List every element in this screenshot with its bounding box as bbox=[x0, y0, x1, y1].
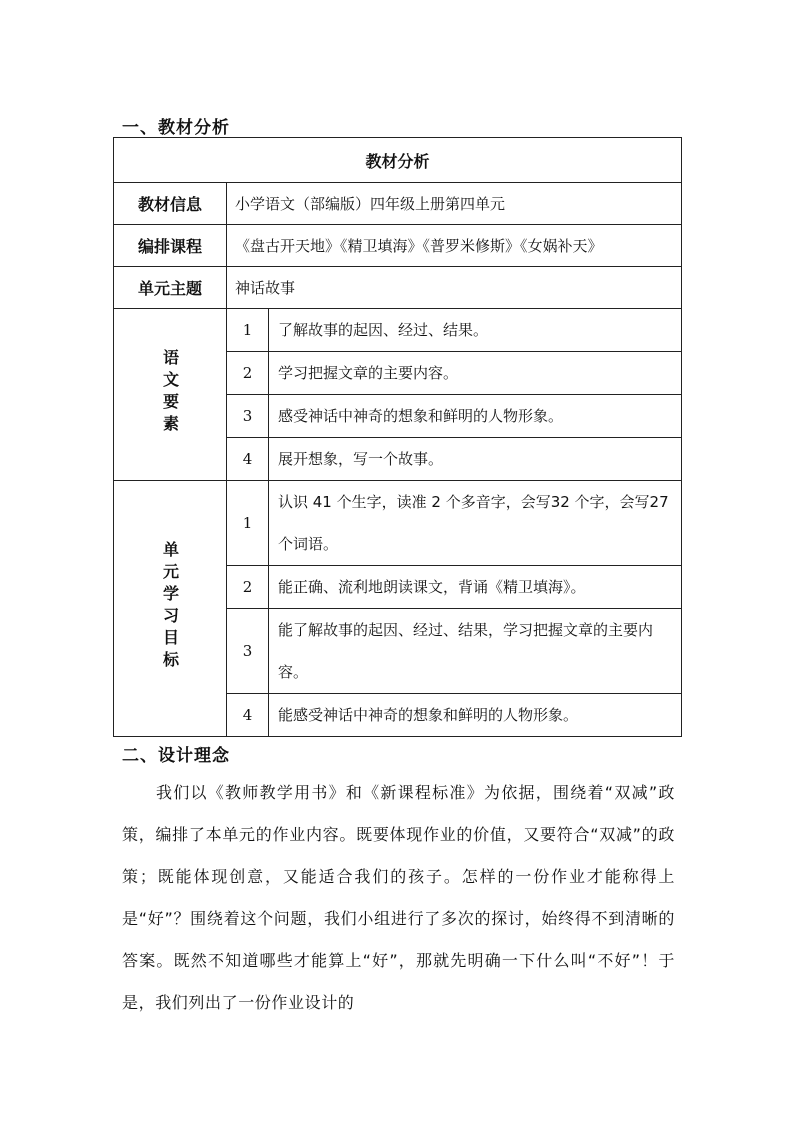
element-text: 展开想象，写一个故事。 bbox=[269, 438, 682, 481]
info-label: 教材信息 bbox=[114, 183, 227, 225]
goal-number: 3 bbox=[227, 609, 269, 694]
element-number: 2 bbox=[227, 352, 269, 395]
table-row bbox=[114, 225, 682, 267]
theme-value: 神话故事 bbox=[227, 267, 682, 309]
table-row bbox=[114, 481, 682, 566]
goals-label: 单元学习目标 bbox=[160, 540, 180, 673]
goal-text: 能了解故事的起因、经过、结果，学习把握文章的主要内容。 bbox=[269, 609, 682, 694]
element-text: 学习把握文章的主要内容。 bbox=[269, 352, 682, 395]
element-text: 感受神话中神奇的想象和鲜明的人物形象。 bbox=[269, 395, 682, 438]
table-row bbox=[114, 267, 682, 309]
theme-label: 单元主题 bbox=[114, 267, 227, 309]
info-value: 小学语文（部编版）四年级上册第四单元 bbox=[227, 183, 682, 225]
section-heading-textbook-analysis: 一、教材分析 bbox=[122, 118, 230, 138]
goal-text: 能正确、流利地朗读课文，背诵《精卫填海》。 bbox=[269, 566, 682, 609]
elements-label: 语文要素 bbox=[160, 348, 180, 437]
courses-value: 《盘古开天地》《精卫填海》《普罗米修斯》《女娲补天》 bbox=[227, 225, 682, 267]
table-row bbox=[114, 309, 682, 352]
element-number: 4 bbox=[227, 438, 269, 481]
goal-number: 1 bbox=[227, 481, 269, 566]
goal-text: 认识 41 个生字，读准 2 个多音字，会写32 个字，会写27 个词语。 bbox=[269, 481, 682, 566]
section-heading-design-concept: 二、设计理念 bbox=[122, 746, 230, 766]
textbook-analysis-table bbox=[113, 137, 682, 737]
table-row bbox=[114, 183, 682, 225]
table-title-row bbox=[114, 138, 682, 183]
goal-number: 2 bbox=[227, 566, 269, 609]
table-title: 教材分析 bbox=[114, 138, 682, 183]
element-number: 3 bbox=[227, 395, 269, 438]
goal-number: 4 bbox=[227, 694, 269, 737]
design-concept-paragraph: 我们以《教师教学用书》和《新课程标准》为依据，围绕着“双减”政策，编排了本单元的作业内容。既要体现作业的价值，又要符合“双减”的政策；既能体现创意，又能适合我们的孩子。怎样的一份作业才能称得上是“好”？围绕着这个问题，我们小组进行了多次的探讨，始终得不到清晰的答案。既然不知道哪些才能算上“好”，那就先明确一下什么叫“不好”！于是，我们列出了一份作业设计的 bbox=[122, 783, 675, 1012]
courses-label: 编排课程 bbox=[114, 225, 227, 267]
goal-text: 能感受神话中神奇的想象和鲜明的人物形象。 bbox=[269, 694, 682, 737]
goals-label-cell bbox=[114, 481, 227, 737]
element-number: 1 bbox=[227, 309, 269, 352]
element-text: 了解故事的起因、经过、结果。 bbox=[269, 309, 682, 352]
elements-label-cell bbox=[114, 309, 227, 481]
